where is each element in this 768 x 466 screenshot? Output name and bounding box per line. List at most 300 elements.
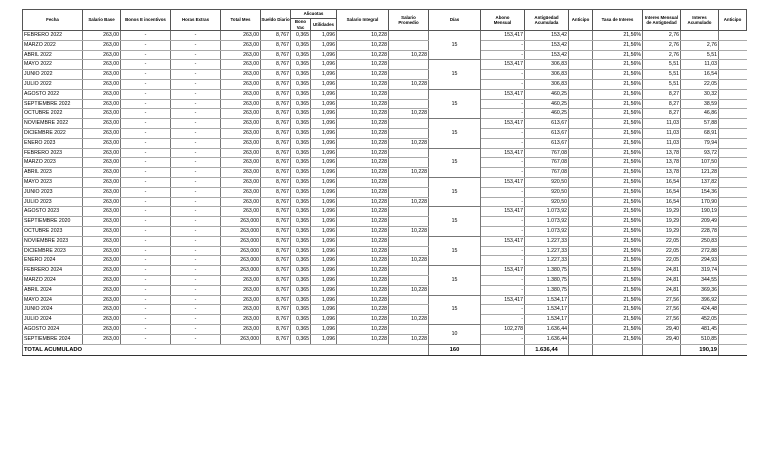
cell-bono-vac: 0,365 [291,207,311,217]
cell-total-mes: 263,000 [221,246,261,256]
cell-antiguedad-acumulada: 1.380,75 [525,285,569,295]
cell-fecha: JULIO 2022 [23,79,83,89]
cell-antiguedad-acumulada: 613,67 [525,119,569,129]
cell-interes-mensual: 8,27 [643,99,681,109]
cell-abono-mensual: 153,417 [481,177,525,187]
cell-salario-integral: 10,228 [337,50,389,60]
cell-bono-vac: 0,365 [291,256,311,266]
cell-anticipo-2 [719,285,747,295]
cell-interes-acumulado: 38,59 [681,99,719,109]
cell-fecha: MARZO 2023 [23,158,83,168]
cell-salario-base: 263,00 [83,305,121,315]
cell-anticipo [569,315,593,325]
cell-horas-extras: - [171,187,221,197]
cell-salario-integral: 10,228 [337,60,389,70]
table-row [23,168,747,178]
cell-fecha: MARZO 2024 [23,275,83,285]
cell-sueldo-diario: 8,767 [261,324,291,334]
cell-total-mes: 263,00 [221,168,261,178]
cell-tasa-interes: 21,56% [593,109,643,119]
cell-salario-base: 263,00 [83,295,121,305]
cell-bonos: - [121,109,171,119]
cell-horas-extras: - [171,315,221,325]
cell-utilidades: 1,096 [311,99,337,109]
prestaciones-table [22,9,747,356]
cell-interes-mensual: 16,54 [643,197,681,207]
cell-interes-acumulado: 5,51 [681,50,719,60]
cell-tasa-interes: 21,56% [593,285,643,295]
cell-anticipo-2 [719,158,747,168]
cell-interes-acumulado: 93,72 [681,148,719,158]
cell-antiguedad-acumulada: 1.073,92 [525,207,569,217]
cell-bonos: - [121,334,171,344]
cell-anticipo-2 [719,128,747,138]
cell-total-mes: 263,000 [221,334,261,344]
cell-anticipo [569,128,593,138]
cell-salario-base: 263,00 [83,177,121,187]
cell-total-mes: 263,00 [221,324,261,334]
cell-sueldo-diario: 8,767 [261,315,291,325]
cell-salario-integral: 10,228 [337,148,389,158]
cell-fecha: FEBRERO 2024 [23,266,83,276]
cell-salario-base: 263,00 [83,187,121,197]
cell-fecha: MAYO 2024 [23,295,83,305]
cell-tasa-interes: 21,56% [593,217,643,227]
cell-abono-mensual: - [481,285,525,295]
cell-salario-base: 263,00 [83,236,121,246]
cell-utilidades: 1,096 [311,50,337,60]
cell-salario-promedio [389,99,429,109]
table-header [23,10,747,31]
cell-utilidades: 1,096 [311,187,337,197]
cell-utilidades: 1,096 [311,305,337,315]
table-row [23,305,747,315]
table-row [23,60,747,70]
cell-tasa-interes: 21,56% [593,50,643,60]
total-interes-acumulado: 190,19 [681,344,719,355]
table-row [23,31,747,41]
cell-utilidades: 1,096 [311,217,337,227]
cell-antiguedad-acumulada: 1.227,33 [525,246,569,256]
cell-interes-mensual: 8,27 [643,89,681,99]
cell-horas-extras: - [171,295,221,305]
cell-salario-base: 263,00 [83,138,121,148]
cell-salario-integral: 10,228 [337,31,389,41]
table-row [23,207,747,217]
cell-total-mes: 263,00 [221,89,261,99]
cell-sueldo-diario: 8,767 [261,40,291,50]
table-row [23,128,747,138]
cell-anticipo [569,305,593,315]
header-bono-vac: Bono Vac [291,19,311,31]
cell-horas-extras: - [171,99,221,109]
cell-interes-acumulado: 294,93 [681,256,719,266]
cell-fecha: ENERO 2023 [23,138,83,148]
cell-interes-mensual: 22,05 [643,236,681,246]
cell-salario-base: 263,00 [83,70,121,80]
cell-horas-extras: - [171,158,221,168]
cell-abono-mensual: - [481,197,525,207]
cell-abono-mensual: - [481,40,525,50]
cell-utilidades: 1,096 [311,285,337,295]
cell-anticipo [569,246,593,256]
cell-antiguedad-acumulada: 306,83 [525,79,569,89]
cell-fecha: DICIEMBRE 2022 [23,128,83,138]
cell-bono-vac: 0,365 [291,109,311,119]
cell-bono-vac: 0,365 [291,79,311,89]
cell-salario-base: 263,00 [83,99,121,109]
cell-interes-acumulado: 272,88 [681,246,719,256]
cell-total-mes: 263,00 [221,128,261,138]
cell-total-mes: 263,00 [221,148,261,158]
cell-sueldo-diario: 8,767 [261,197,291,207]
total-dias: 160 [429,344,481,355]
cell-horas-extras: - [171,217,221,227]
cell-fecha: MAYO 2022 [23,60,83,70]
cell-tasa-interes: 21,56% [593,315,643,325]
cell-abono-mensual: 153,417 [481,31,525,41]
cell-abono-mensual: 153,417 [481,148,525,158]
cell-abono-mensual: - [481,305,525,315]
cell-utilidades: 1,096 [311,158,337,168]
cell-sueldo-diario: 8,767 [261,128,291,138]
table-row [23,217,747,227]
cell-bonos: - [121,217,171,227]
cell-interes-mensual: 19,29 [643,207,681,217]
cell-anticipo [569,119,593,129]
header-anticipo: Anticipo [569,10,593,31]
cell-abono-mensual: 153,417 [481,295,525,305]
cell-total-mes: 263,00 [221,119,261,129]
table-row [23,50,747,60]
cell-fecha: ABRIL 2022 [23,50,83,60]
cell-fecha: JULIO 2023 [23,197,83,207]
cell-horas-extras: - [171,324,221,334]
total-anticipo-2 [719,344,747,355]
cell-salario-promedio [389,305,429,315]
cell-salario-promedio [389,246,429,256]
cell-bono-vac: 0,365 [291,138,311,148]
cell-abono-mensual: - [481,256,525,266]
cell-abono-mensual: - [481,99,525,109]
cell-abono-mensual: 153,417 [481,266,525,276]
cell-interes-acumulado: 46,86 [681,109,719,119]
cell-salario-integral: 10,228 [337,99,389,109]
cell-utilidades: 1,096 [311,226,337,236]
cell-tasa-interes: 21,56% [593,99,643,109]
cell-antiguedad-acumulada: 460,25 [525,109,569,119]
cell-interes-mensual: 22,05 [643,256,681,266]
cell-tasa-interes: 21,56% [593,168,643,178]
cell-utilidades: 1,096 [311,334,337,344]
cell-dias: 15 [429,207,481,236]
cell-anticipo [569,236,593,246]
cell-salario-integral: 10,228 [337,207,389,217]
cell-antiguedad-acumulada: 1.534,17 [525,295,569,305]
cell-abono-mensual: - [481,158,525,168]
cell-anticipo [569,285,593,295]
cell-anticipo-2 [719,109,747,119]
cell-fecha: SEPTIEMBRE 2024 [23,334,83,344]
table-row [23,226,747,236]
cell-salario-base: 263,00 [83,31,121,41]
cell-salario-base: 263,00 [83,256,121,266]
total-acumulado-label: TOTAL ACUMULADO [23,344,429,355]
cell-sueldo-diario: 8,767 [261,266,291,276]
cell-bono-vac: 0,365 [291,285,311,295]
cell-antiguedad-acumulada: 306,83 [525,70,569,80]
cell-salario-base: 263,00 [83,40,121,50]
cell-abono-mensual: - [481,334,525,344]
cell-anticipo [569,324,593,334]
cell-utilidades: 1,096 [311,109,337,119]
cell-salario-promedio: 10,228 [389,197,429,207]
cell-tasa-interes: 21,56% [593,177,643,187]
header-utilidades: Utilidades [311,19,337,31]
cell-bono-vac: 0,365 [291,266,311,276]
cell-interes-acumulado: 170,90 [681,197,719,207]
cell-anticipo-2 [719,266,747,276]
cell-utilidades: 1,096 [311,266,337,276]
cell-interes-mensual: 8,27 [643,109,681,119]
cell-total-mes: 263,00 [221,40,261,50]
cell-utilidades: 1,096 [311,89,337,99]
cell-anticipo [569,207,593,217]
cell-interes-acumulado: 319,74 [681,266,719,276]
cell-bono-vac: 0,365 [291,89,311,99]
cell-bonos: - [121,168,171,178]
cell-fecha: AGOSTO 2023 [23,207,83,217]
cell-interes-mensual: 24,81 [643,266,681,276]
cell-interes-mensual: 13,78 [643,148,681,158]
cell-abono-mensual: 153,417 [481,60,525,70]
cell-bonos: - [121,138,171,148]
prestaciones-sheet [22,9,747,356]
cell-horas-extras: - [171,207,221,217]
cell-salario-promedio: 10,228 [389,168,429,178]
cell-salario-integral: 10,228 [337,236,389,246]
cell-fecha: OCTUBRE 2022 [23,109,83,119]
cell-salario-promedio: 10,228 [389,138,429,148]
cell-anticipo-2 [719,315,747,325]
cell-abono-mensual: 153,417 [481,236,525,246]
cell-horas-extras: - [171,275,221,285]
cell-tasa-interes: 21,56% [593,295,643,305]
cell-utilidades: 1,096 [311,40,337,50]
cell-abono-mensual: 153,417 [481,89,525,99]
cell-salario-promedio [389,60,429,70]
cell-anticipo-2 [719,119,747,129]
cell-anticipo-2 [719,324,747,334]
cell-anticipo [569,256,593,266]
cell-antiguedad-acumulada: 767,08 [525,168,569,178]
cell-interes-acumulado: 396,92 [681,295,719,305]
cell-antiguedad-acumulada: 1.073,92 [525,217,569,227]
cell-interes-acumulado: 452,05 [681,315,719,325]
cell-sueldo-diario: 8,767 [261,31,291,41]
cell-sueldo-diario: 8,767 [261,334,291,344]
cell-bono-vac: 0,365 [291,148,311,158]
table-row [23,148,747,158]
cell-interes-mensual: 24,81 [643,285,681,295]
cell-salario-promedio [389,40,429,50]
cell-dias: 15 [429,295,481,324]
cell-antiguedad-acumulada: 1.227,33 [525,236,569,246]
cell-abono-mensual: - [481,168,525,178]
cell-salario-promedio [389,128,429,138]
cell-utilidades: 1,096 [311,197,337,207]
table-row [23,177,747,187]
cell-salario-integral: 10,228 [337,197,389,207]
cell-tasa-interes: 21,56% [593,119,643,129]
cell-interes-acumulado: 137,82 [681,177,719,187]
cell-total-mes: 263,00 [221,70,261,80]
cell-salario-base: 263,00 [83,89,121,99]
cell-horas-extras: - [171,128,221,138]
cell-utilidades: 1,096 [311,31,337,41]
cell-total-mes: 263,00 [221,305,261,315]
cell-interes-mensual: 27,56 [643,295,681,305]
cell-antiguedad-acumulada: 1.380,75 [525,275,569,285]
cell-salario-promedio [389,119,429,129]
cell-anticipo [569,79,593,89]
cell-antiguedad-acumulada: 613,67 [525,138,569,148]
cell-bonos: - [121,266,171,276]
header-abono-mensual: Abono Mensual [481,10,525,31]
cell-dias: 10 [429,324,481,344]
cell-horas-extras: - [171,148,221,158]
cell-salario-integral: 10,228 [337,187,389,197]
cell-sueldo-diario: 8,767 [261,70,291,80]
cell-utilidades: 1,096 [311,275,337,285]
cell-anticipo-2 [719,50,747,60]
cell-anticipo-2 [719,207,747,217]
cell-salario-promedio: 10,228 [389,226,429,236]
header-salario-integral: Salario Integral [337,10,389,31]
table-row [23,40,747,50]
cell-anticipo-2 [719,197,747,207]
cell-utilidades: 1,096 [311,119,337,129]
cell-sueldo-diario: 8,767 [261,89,291,99]
cell-horas-extras: - [171,119,221,129]
cell-salario-promedio [389,187,429,197]
cell-anticipo-2 [719,334,747,344]
cell-total-mes: 263,000 [221,266,261,276]
cell-tasa-interes: 21,56% [593,79,643,89]
cell-bono-vac: 0,365 [291,305,311,315]
header-horas-extras: Horas Extras [171,10,221,31]
cell-interes-acumulado: 481,45 [681,324,719,334]
cell-sueldo-diario: 8,767 [261,177,291,187]
table-row [23,324,747,334]
cell-sueldo-diario: 8,767 [261,187,291,197]
cell-interes-acumulado: 107,50 [681,158,719,168]
cell-interes-mensual: 29,40 [643,324,681,334]
cell-salario-base: 263,00 [83,79,121,89]
cell-bono-vac: 0,365 [291,119,311,129]
cell-total-mes: 263,00 [221,138,261,148]
cell-salario-integral: 10,228 [337,285,389,295]
cell-interes-mensual: 5,51 [643,79,681,89]
cell-tasa-interes: 21,56% [593,226,643,236]
header-salario-base: Salario Base [83,10,121,31]
cell-sueldo-diario: 8,767 [261,158,291,168]
cell-fecha: AGOSTO 2024 [23,324,83,334]
cell-sueldo-diario: 8,767 [261,305,291,315]
cell-salario-integral: 10,228 [337,89,389,99]
cell-fecha: SEPTIEMBRE 2022 [23,99,83,109]
cell-bono-vac: 0,365 [291,315,311,325]
cell-salario-base: 263,00 [83,266,121,276]
cell-bonos: - [121,256,171,266]
cell-anticipo-2 [719,226,747,236]
cell-interes-mensual: 11,03 [643,128,681,138]
cell-bono-vac: 0,365 [291,236,311,246]
cell-interes-acumulado: 121,28 [681,168,719,178]
cell-sueldo-diario: 8,767 [261,99,291,109]
cell-tasa-interes: 21,56% [593,324,643,334]
cell-sueldo-diario: 8,767 [261,285,291,295]
cell-interes-mensual: 29,40 [643,334,681,344]
cell-abono-mensual: - [481,246,525,256]
header-tasa-interes: Tasa de Interes [593,10,643,31]
cell-interes-mensual: 19,29 [643,226,681,236]
cell-dias: 15 [429,60,481,89]
cell-interes-acumulado: 250,83 [681,236,719,246]
cell-dias: 15 [429,148,481,177]
cell-salario-base: 263,00 [83,168,121,178]
cell-anticipo [569,109,593,119]
cell-bono-vac: 0,365 [291,177,311,187]
cell-abono-mensual: 102,278 [481,324,525,334]
cell-fecha: DICIEMBRE 2023 [23,246,83,256]
cell-interes-mensual: 19,29 [643,217,681,227]
cell-sueldo-diario: 8,767 [261,217,291,227]
cell-fecha: OCTUBRE 2023 [23,226,83,236]
cell-utilidades: 1,096 [311,138,337,148]
cell-bono-vac: 0,365 [291,324,311,334]
total-antiguedad: 1.636,44 [525,344,569,355]
cell-fecha: FEBRERO 2023 [23,148,83,158]
cell-abono-mensual: - [481,109,525,119]
cell-anticipo [569,275,593,285]
cell-interes-mensual: 5,51 [643,60,681,70]
table-row [23,334,747,344]
cell-total-mes: 263,00 [221,50,261,60]
cell-anticipo-2 [719,256,747,266]
cell-bonos: - [121,128,171,138]
cell-salario-integral: 10,228 [337,217,389,227]
cell-antiguedad-acumulada: 460,25 [525,99,569,109]
table-row [23,246,747,256]
cell-bonos: - [121,70,171,80]
cell-anticipo [569,334,593,344]
cell-fecha: FEBRERO 2022 [23,31,83,41]
cell-fecha: MAYO 2023 [23,177,83,187]
cell-anticipo-2 [719,60,747,70]
cell-salario-base: 263,00 [83,50,121,60]
cell-interes-mensual: 22,05 [643,246,681,256]
cell-tasa-interes: 21,56% [593,138,643,148]
cell-salario-promedio: 10,228 [389,256,429,266]
cell-antiguedad-acumulada: 920,50 [525,177,569,187]
cell-utilidades: 1,096 [311,236,337,246]
cell-interes-acumulado: 369,36 [681,285,719,295]
cell-anticipo-2 [719,31,747,41]
cell-anticipo-2 [719,305,747,315]
cell-sueldo-diario: 8,767 [261,168,291,178]
cell-antiguedad-acumulada: 920,50 [525,197,569,207]
